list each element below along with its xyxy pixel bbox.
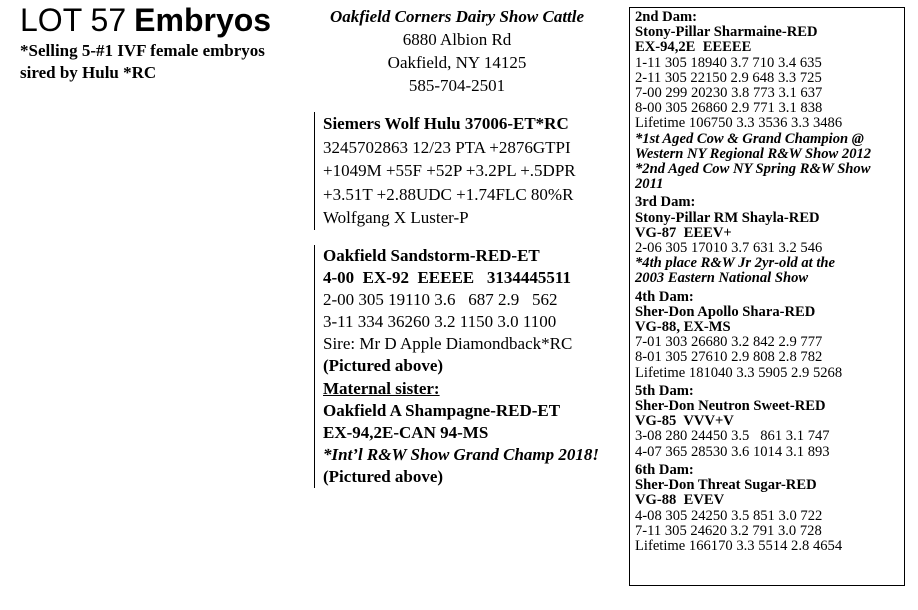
selling-note bbox=[20, 40, 300, 84]
dam-sire: Sire: Mr D Apple Diamondback*RC bbox=[323, 334, 573, 354]
dam-section-5th bbox=[635, 384, 899, 460]
sire-block bbox=[314, 112, 623, 230]
dam-record: 4-08 305 24250 3.5 851 3.0 722 bbox=[635, 507, 823, 524]
sire-line: 3245702863 12/23 PTA +2876GTPI bbox=[323, 137, 571, 157]
dam-record: 8-00 305 26860 2.9 771 3.1 838 bbox=[635, 100, 823, 117]
dam-lifetime: Lifetime 166170 3.3 5514 2.8 4654 bbox=[635, 537, 843, 554]
dam-record: 3-08 280 24450 3.5 861 3.1 747 bbox=[635, 428, 830, 445]
farm-street: 6880 Albion Rd bbox=[402, 30, 512, 49]
dam-award: 2011 bbox=[635, 176, 664, 193]
dam-section-4th bbox=[635, 290, 899, 381]
dam-record: 2-00 305 19110 3.6 687 2.9 562 bbox=[323, 290, 558, 310]
dam-class: VG-88, EX-MS bbox=[635, 319, 731, 336]
farm-name: Oakfield Corners Dairy Show Cattle bbox=[329, 7, 585, 26]
dam-class: VG-85 VVV+V bbox=[635, 413, 734, 430]
sire-line: +3.51T +2.88UDC +1.74FLC 80%R bbox=[323, 184, 574, 204]
selling-line: *Selling 5-#1 IVF female embryos bbox=[20, 41, 265, 60]
dam-heading: 4th Dam: bbox=[635, 288, 694, 305]
dam-record: 4-07 365 28530 3.6 1014 3.1 893 bbox=[635, 443, 830, 460]
dam-heading: 3rd Dam: bbox=[635, 194, 696, 211]
dam-class: VG-88 EVEV bbox=[635, 492, 725, 509]
dam-classification bbox=[323, 267, 623, 289]
dam-name: Stony-Pillar RM Shayla-RED bbox=[635, 209, 820, 226]
dam-section-2nd bbox=[635, 10, 899, 192]
dam-section-6th bbox=[635, 463, 899, 554]
dam-record: 1-11 305 18940 3.7 710 3.4 635 bbox=[635, 54, 822, 71]
dam-record: 8-01 305 27610 2.9 808 2.8 782 bbox=[635, 349, 823, 366]
dam-record: 7-11 305 24620 3.2 791 3.0 728 bbox=[635, 522, 822, 539]
farm-info bbox=[314, 5, 600, 97]
dam-award: *1st Aged Cow & Grand Champion @ bbox=[635, 130, 864, 147]
dam-lifetime: Lifetime 181040 3.3 5905 2.9 5268 bbox=[635, 364, 843, 381]
selling-line: sired by Hulu *RC bbox=[20, 63, 157, 82]
sire-name: Siemers Wolf Hulu 37006-ET*RC bbox=[323, 114, 569, 133]
sister-award: *Int’l R&W Show Grand Champ 2018! bbox=[323, 444, 600, 464]
dam-award: *2nd Aged Cow NY Spring R&W Show bbox=[635, 161, 871, 178]
dam-name: Sher-Don Threat Sugar-RED bbox=[635, 477, 817, 494]
dam-name: Sher-Don Neutron Sweet-RED bbox=[635, 398, 826, 415]
sister-pictured: (Pictured above) bbox=[323, 466, 444, 486]
embryos-label: Embryos bbox=[134, 2, 272, 38]
pedigree-box bbox=[629, 7, 905, 586]
dam-award: 2003 Eastern National Show bbox=[635, 270, 809, 287]
dam-class: VG-87 EEEV+ bbox=[635, 224, 732, 241]
dam-name: Oakfield Sandstorm-RED-ET bbox=[323, 246, 540, 265]
sire-pedigree: Wolfgang X Luster-P bbox=[323, 208, 469, 228]
dam-record: 7-00 299 20230 3.8 773 3.1 637 bbox=[635, 85, 823, 102]
sire-line: +1049M +55F +52P +3.2PL +.5DPR bbox=[323, 161, 576, 181]
dam-class-text: 4-00 EX-92 EEEEE 3134445511 bbox=[323, 268, 571, 288]
lot-title bbox=[20, 2, 271, 39]
dam-award: *4th place R&W Jr 2yr-old at the bbox=[635, 255, 835, 272]
dam-section-3rd bbox=[635, 195, 899, 286]
dam-record: 3-11 334 36260 3.2 1150 3.0 1100 bbox=[323, 312, 557, 332]
dam-record: 7-01 303 26680 3.2 842 2.9 777 bbox=[635, 334, 823, 351]
sister-classification: EX-94,2E-CAN 94-MS bbox=[323, 422, 489, 442]
dam-block bbox=[314, 245, 623, 488]
dam-lifetime: Lifetime 106750 3.3 3536 3.3 3486 bbox=[635, 115, 843, 132]
farm-phone: 585-704-2501 bbox=[408, 76, 506, 95]
dam-heading: 6th Dam: bbox=[635, 461, 694, 478]
maternal-sister-heading: Maternal sister: bbox=[323, 378, 440, 398]
dam-class: EX-94,2E EEEEE bbox=[635, 39, 752, 56]
sister-name: Oakfield A Shampagne-RED-ET bbox=[323, 400, 561, 420]
dam-award: Western NY Regional R&W Show 2012 bbox=[635, 145, 872, 162]
farm-city: Oakfield, NY 14125 bbox=[387, 53, 527, 72]
dam-name: Sher-Don Apollo Shara-RED bbox=[635, 303, 816, 320]
dam-record: 2-06 305 17010 3.7 631 3.2 546 bbox=[635, 240, 823, 257]
dam-heading: 2nd Dam: bbox=[635, 9, 698, 25]
dam-heading: 5th Dam: bbox=[635, 382, 694, 399]
dam-name: Stony-Pillar Sharmaine-RED bbox=[635, 24, 818, 41]
dam-pictured: (Pictured above) bbox=[323, 356, 444, 376]
dam-record: 2-11 305 22150 2.9 648 3.3 725 bbox=[635, 69, 822, 86]
lot-label: LOT 57 bbox=[20, 2, 127, 38]
